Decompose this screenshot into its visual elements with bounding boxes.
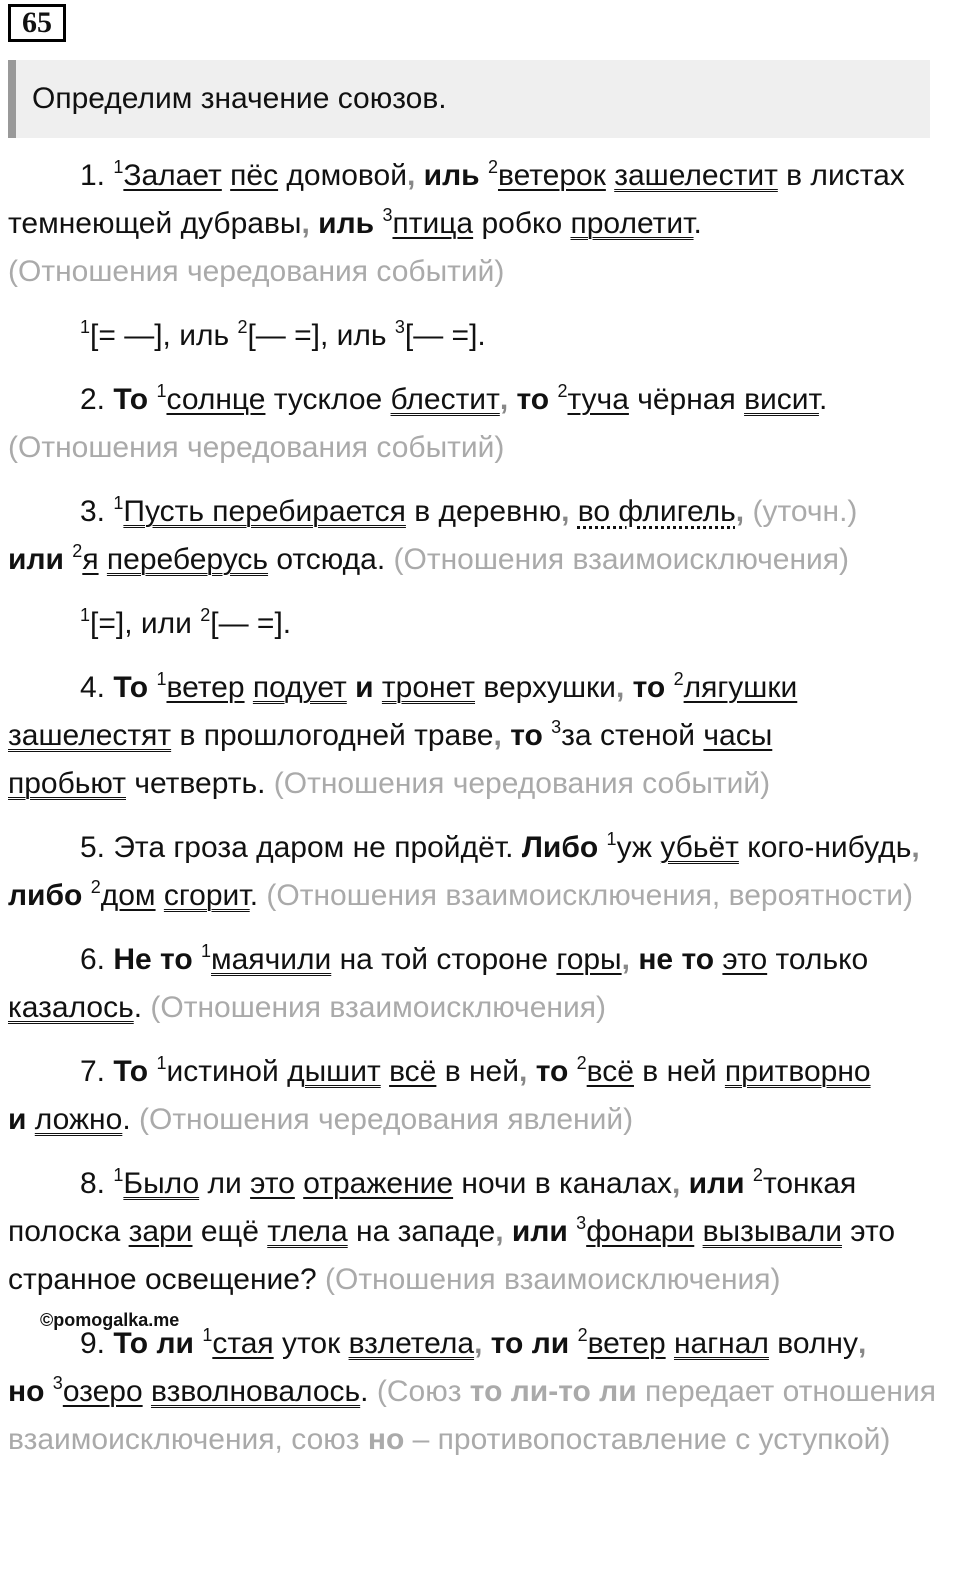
note-conjunction: но xyxy=(367,1423,405,1456)
index: 3 xyxy=(576,1213,587,1233)
text: . xyxy=(249,879,259,912)
index: 2 xyxy=(200,605,211,625)
text: четверть. xyxy=(126,767,266,800)
index: 3 xyxy=(52,1373,63,1393)
text: [=], или xyxy=(90,607,201,640)
note: (Отношения взаимоисключения) xyxy=(142,991,606,1024)
predicate: блестит xyxy=(390,383,500,416)
text xyxy=(569,495,577,528)
text xyxy=(598,831,606,864)
predicate: Залает xyxy=(123,159,222,192)
subject: дом xyxy=(100,879,156,912)
subject: озеро xyxy=(62,1375,143,1408)
index: 1 xyxy=(201,941,212,961)
watermark: ©pomogalka.me xyxy=(40,1310,180,1330)
subject: отражение xyxy=(303,1167,454,1200)
note: (Отношения чередования явлений) xyxy=(130,1103,634,1136)
conjunction: то xyxy=(516,383,550,416)
text: истиной xyxy=(166,1055,288,1088)
subject: лягушки xyxy=(683,671,798,704)
conjunction: не то xyxy=(638,943,715,976)
comma: , xyxy=(499,383,509,416)
subject: я xyxy=(82,543,99,576)
comma: , xyxy=(406,159,416,192)
predicate: пролетит xyxy=(570,207,694,240)
comma: , xyxy=(561,495,570,528)
text xyxy=(222,159,230,192)
text: робко xyxy=(473,207,571,240)
text: [— =]. xyxy=(404,319,486,352)
text xyxy=(415,159,423,192)
index: 2 xyxy=(752,1165,763,1185)
index: 1 xyxy=(202,1325,213,1345)
text xyxy=(26,1103,34,1136)
predicate: зашелестит xyxy=(614,159,778,192)
text: . xyxy=(133,991,143,1024)
exercise-number: 65 xyxy=(8,4,66,42)
index: 2 xyxy=(487,157,498,177)
conjunction: но xyxy=(8,1375,45,1408)
text xyxy=(508,383,516,416)
text: домовой xyxy=(278,159,407,192)
item-4 xyxy=(8,664,943,808)
subject: фонари xyxy=(586,1215,695,1248)
item-3 xyxy=(8,488,943,584)
conjunction: и xyxy=(355,671,374,704)
text xyxy=(694,1215,702,1248)
subject: это xyxy=(250,1167,295,1200)
index: 1 xyxy=(156,381,167,401)
text: тусклое xyxy=(265,383,391,416)
text xyxy=(680,1167,688,1200)
text: 6. xyxy=(80,943,114,976)
text: отсюда. xyxy=(268,543,386,576)
subject: туча xyxy=(567,383,629,416)
text: 8. xyxy=(80,1167,114,1200)
conjunction: То ли xyxy=(113,1327,194,1360)
text: ли xyxy=(199,1167,251,1200)
index: 1 xyxy=(606,829,617,849)
text xyxy=(245,671,253,704)
text: это странное освещение? xyxy=(8,1215,896,1296)
text: в прошлогодней траве xyxy=(171,719,494,752)
predicate: Пусть перебирается xyxy=(123,495,406,528)
note: (Отношения чередования событий) xyxy=(8,431,505,464)
predicate: зашелестят xyxy=(8,719,172,752)
predicate: переберусь xyxy=(106,543,269,576)
note-text: (Союз xyxy=(368,1375,470,1408)
subject: часы xyxy=(703,719,773,752)
predicate: сгорит xyxy=(163,879,250,912)
conjunction: или xyxy=(511,1215,568,1248)
note-conjunction: то ли-то ли xyxy=(469,1375,637,1408)
predicate: взволновалось xyxy=(150,1375,361,1408)
text xyxy=(543,719,551,752)
text xyxy=(606,159,614,192)
predicate: пробьют xyxy=(8,767,127,800)
text: уж xyxy=(616,831,661,864)
note: (уточн.) xyxy=(744,495,858,528)
predicate: дышит xyxy=(287,1055,381,1088)
index: 1 xyxy=(113,1165,124,1185)
text xyxy=(569,1327,577,1360)
item-8 xyxy=(8,1160,943,1304)
text xyxy=(665,671,673,704)
comma: , xyxy=(671,1167,681,1200)
conjunction: то xyxy=(535,1055,569,1088)
text: ещё xyxy=(192,1215,268,1248)
predicate: ложно xyxy=(34,1103,123,1136)
index: 1 xyxy=(113,157,124,177)
predicate: подует xyxy=(252,671,347,704)
predicate: Было xyxy=(123,1167,200,1200)
index: 2 xyxy=(557,381,568,401)
conjunction: либо xyxy=(8,879,83,912)
predicate: тронет xyxy=(381,671,476,704)
index: 1 xyxy=(113,493,124,513)
predicate: казалось xyxy=(8,991,134,1024)
text: только xyxy=(767,943,869,976)
text: [— =]. xyxy=(210,607,292,640)
text xyxy=(482,1327,490,1360)
note: (Отношения чередования событий) xyxy=(8,255,505,288)
text: . xyxy=(122,1103,131,1136)
text xyxy=(193,943,201,976)
index: 1 xyxy=(80,605,91,625)
text: 9. xyxy=(80,1327,114,1360)
conjunction: иль xyxy=(318,207,375,240)
scheme-3 xyxy=(8,600,943,648)
adverbial: горы xyxy=(556,943,622,976)
conjunction: иль xyxy=(423,159,480,192)
text xyxy=(527,1055,535,1088)
text: . xyxy=(693,207,702,240)
conjunction: то ли xyxy=(490,1327,570,1360)
text: за стеной xyxy=(561,719,704,752)
index: 2 xyxy=(673,669,684,689)
item-1 xyxy=(8,152,943,296)
item-6 xyxy=(8,936,943,1032)
subject: пёс xyxy=(230,159,279,192)
text xyxy=(381,1055,389,1088)
text xyxy=(310,207,318,240)
text: тонкая полоска xyxy=(8,1167,857,1248)
predicate: притворно xyxy=(724,1055,871,1088)
text xyxy=(82,879,90,912)
comma: , xyxy=(519,1055,528,1088)
text: кого-нибудь xyxy=(738,831,912,864)
comma: , xyxy=(493,719,502,752)
scheme-1 xyxy=(8,312,943,360)
note: (Отношения взаимоисключения, вероятности) xyxy=(258,879,913,912)
item-5 xyxy=(8,824,943,920)
comma: , xyxy=(857,1327,867,1360)
text xyxy=(624,671,632,704)
section-header: Определим значение союзов. xyxy=(8,60,930,138)
note-text: – противопоставление с уступкой) xyxy=(404,1423,891,1456)
text xyxy=(143,1375,151,1408)
conjunction: или xyxy=(688,1167,745,1200)
subject: ветер xyxy=(166,671,245,704)
text: волну xyxy=(768,1327,858,1360)
predicate: взлетела xyxy=(348,1327,475,1360)
text xyxy=(745,1167,753,1200)
conjunction: Не то xyxy=(113,943,193,976)
comma: , xyxy=(735,495,745,528)
index: 1 xyxy=(156,669,167,689)
index: 2 xyxy=(576,1053,587,1073)
index: 3 xyxy=(394,317,405,337)
text: 7. xyxy=(80,1055,114,1088)
conjunction: Либо xyxy=(521,831,599,864)
item-7 xyxy=(8,1048,943,1144)
comma: , xyxy=(621,943,630,976)
text xyxy=(374,671,382,704)
text: 2. xyxy=(80,383,114,416)
text: 3. xyxy=(80,495,114,528)
text: ночи в каналах xyxy=(453,1167,672,1200)
comma: , xyxy=(474,1327,483,1360)
conjunction: То xyxy=(113,383,149,416)
text xyxy=(568,1215,576,1248)
note: (Отношения взаимоисключения) xyxy=(316,1263,781,1296)
comma: , xyxy=(911,831,920,864)
conjunction: и xyxy=(8,1103,27,1136)
document-body xyxy=(8,152,943,1480)
comma: , xyxy=(495,1215,504,1248)
predicate: маячили xyxy=(211,943,332,976)
subject: ветерок xyxy=(497,159,606,192)
text xyxy=(99,543,107,576)
conjunction: то xyxy=(510,719,543,752)
index: 2 xyxy=(90,877,101,897)
text: чёрная xyxy=(628,383,745,416)
index: 1 xyxy=(80,317,91,337)
comma: , xyxy=(615,671,625,704)
conjunction: то xyxy=(632,671,666,704)
note: (Отношения чередования событий) xyxy=(265,767,771,800)
conjunction: То xyxy=(113,671,149,704)
predicate: нагнал xyxy=(673,1327,769,1360)
text: . xyxy=(818,383,828,416)
text: в листах темнеющей дубравы xyxy=(8,159,905,240)
subject: птица xyxy=(392,207,474,240)
predicate: вызывали xyxy=(702,1215,842,1248)
text xyxy=(666,1327,674,1360)
text: уток xyxy=(273,1327,349,1360)
text: верхушки xyxy=(475,671,616,704)
conjunction: То xyxy=(113,1055,149,1088)
adverbial: во флигель xyxy=(577,495,736,528)
subject: зари xyxy=(128,1215,193,1248)
subject: это xyxy=(722,943,768,976)
text: на западе xyxy=(347,1215,496,1248)
text xyxy=(156,879,164,912)
text: 4. xyxy=(80,671,114,704)
text xyxy=(44,1375,52,1408)
index: 2 xyxy=(72,541,83,561)
text: . xyxy=(360,1375,369,1408)
text: 1. xyxy=(80,159,114,192)
index: 3 xyxy=(551,717,562,737)
predicate: висит xyxy=(744,383,819,416)
note: (Отношения взаимоисключения) xyxy=(385,543,850,576)
text xyxy=(480,159,488,192)
comma: , xyxy=(301,207,310,240)
index: 2 xyxy=(237,317,248,337)
index: 2 xyxy=(577,1325,588,1345)
text xyxy=(502,719,510,752)
note-text: передает отношения взаимоисключения, союз xyxy=(8,1375,936,1456)
text xyxy=(295,1167,303,1200)
index: 1 xyxy=(156,1053,167,1073)
predicate: тлела xyxy=(267,1215,348,1248)
subject: ветер xyxy=(587,1327,666,1360)
text: 5. Эта гроза даром не пройдёт. xyxy=(80,831,522,864)
text xyxy=(504,1215,512,1248)
text xyxy=(568,1055,576,1088)
text xyxy=(347,671,355,704)
text: на той стороне xyxy=(331,943,557,976)
subject: стая xyxy=(212,1327,274,1360)
text: [— =], иль xyxy=(247,319,395,352)
text: [= —], иль xyxy=(90,319,238,352)
item-9 xyxy=(8,1320,943,1464)
index: 3 xyxy=(382,205,393,225)
text: в ней xyxy=(633,1055,725,1088)
subject: солнце xyxy=(166,383,266,416)
text: в деревню xyxy=(405,495,562,528)
subject: всё xyxy=(586,1055,634,1088)
predicate: убьёт xyxy=(660,831,739,864)
conjunction: или xyxy=(8,543,64,576)
item-2 xyxy=(8,376,943,472)
text: в ней xyxy=(436,1055,519,1088)
subject: всё xyxy=(389,1055,437,1088)
